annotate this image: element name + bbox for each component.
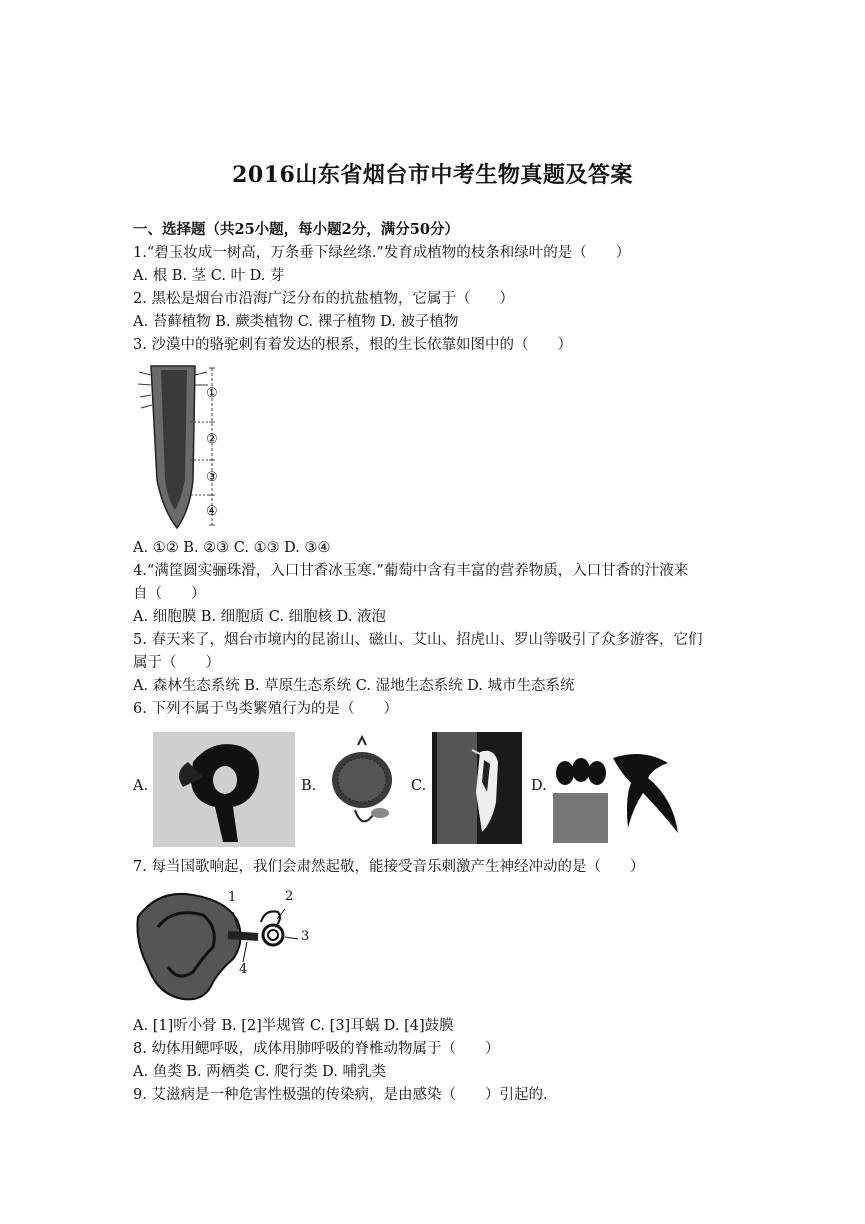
question-6: 6. 下列不属于鸟类繁殖行为的是（ ） — [133, 701, 398, 717]
section-heading: 一、选择题（共25小题，每小题2分，满分50分） — [133, 221, 459, 238]
q6-label-d: D. — [531, 778, 547, 794]
q6-image-d-swallows — [553, 738, 688, 843]
question-4-options: A. 细胞膜 B. 细胞质 C. 细胞核 D. 液泡 — [133, 609, 387, 625]
question-3: 3. 沙漠中的骆驼刺有着发达的根系，根的生长依靠如图中的（ ） — [133, 337, 572, 353]
q6-label-c: C. — [411, 778, 427, 794]
question-8: 8. 幼体用鳃呼吸，成体用肺呼吸的脊椎动物属于（ ） — [133, 1041, 500, 1057]
root-tip-figure — [135, 360, 230, 535]
question-5-line1: 5. 春天来了，烟台市境内的昆嵛山、磁山、艾山、招虎山、罗山等吸引了众多游客，它们 — [133, 632, 703, 648]
q6-image-a-courtship — [153, 732, 295, 847]
page-title: 2016山东省烟台市中考生物真题及答案 — [232, 162, 633, 188]
ear-label-1: 1 — [228, 890, 237, 905]
q6-label-b: B. — [301, 778, 317, 794]
question-9: 9. 艾滋病是一种危害性极强的传染病，是由感染（ ）引起的. — [133, 1087, 548, 1103]
question-2: 2. 黑松是烟台市沿海广泛分布的抗盐植物，它属于（ ） — [133, 291, 514, 307]
root-label-4: ④ — [206, 504, 218, 519]
root-label-1: ① — [206, 386, 218, 401]
question-4-line2: 自（ ） — [133, 586, 206, 602]
question-3-options: A. ①② B. ②③ C. ①③ D. ③④ — [133, 540, 331, 556]
question-7-options: A. [1]听小骨 B. [2]半规管 C. [3]耳蜗 D. [4]鼓膜 — [133, 1018, 454, 1034]
ear-label-3: 3 — [301, 929, 310, 944]
question-5-options: A. 森林生态系统 B. 草原生态系统 C. 湿地生态系统 D. 城市生态系统 — [133, 678, 575, 694]
ear-diagram — [133, 887, 323, 1007]
question-8-options: A. 鱼类 B. 两栖类 C. 爬行类 D. 哺乳类 — [133, 1064, 387, 1080]
root-label-3: ③ — [206, 470, 218, 485]
q6-image-b-nest — [325, 735, 400, 840]
question-7: 7. 每当国歌响起，我们会肃然起敬，能接受音乐刺激产生神经冲动的是（ ） — [133, 859, 645, 875]
q6-image-c-woodpecker — [432, 732, 522, 844]
question-1: 1.“碧玉妆成一树高，万条垂下绿丝绦.”发育成植物的枝条和绿叶的是（ ） — [133, 245, 631, 261]
ear-label-4: 4 — [239, 962, 248, 977]
question-2-options: A. 苔藓植物 B. 蕨类植物 C. 裸子植物 D. 被子植物 — [133, 314, 459, 330]
q6-label-a: A. — [133, 778, 149, 794]
ear-label-2: 2 — [285, 889, 294, 904]
question-1-options: A. 根 B. 茎 C. 叶 D. 芽 — [133, 268, 285, 284]
question-4-line1: 4.“满筐圆实骊珠滑，入口甘香冰玉寒.”葡萄中含有丰富的营养物质，入口甘香的汁液来 — [133, 563, 689, 579]
root-label-2: ② — [206, 432, 218, 447]
question-5-line2: 属于（ ） — [133, 655, 220, 671]
